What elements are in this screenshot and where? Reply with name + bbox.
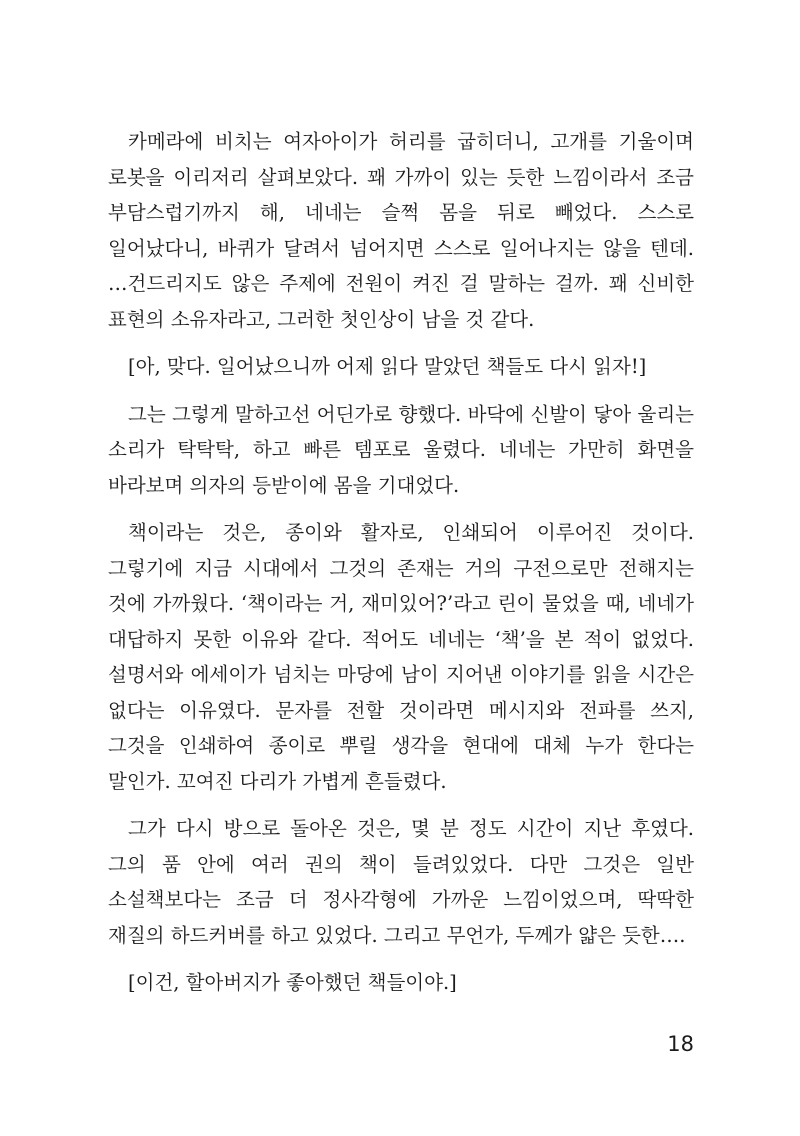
dialogue-line-1: [아, 맞다. 일어났으니까 어제 읽다 말았던 책들도 다시 읽자!]: [128, 355, 647, 378]
paragraph-1: 카메라에 비치는 여자아이가 허리를 굽히더니, 고개를 기울이며 로봇을 이리저리 살펴보았다. 꽤 가까이 있는 듯한 느낌이라서 조금 부담스럽기까지 해, 네네는 슬쩍 몸을 뒤로 빼었다. 스스로 일어났다니, 바퀴가 달려서 넘어지면 스스로 일어나지는 않을 텐데. …건드리지도 않은 주제에 전원이 켜진 걸 말하는 걸까. 꽤 신비한 표현의 소유자라고, 그러한 첫인상이 남을 것 같다.: [108, 130, 694, 331]
body-text: [108, 124, 694, 1013]
page-number: 18: [667, 1032, 694, 1056]
dialogue-line-2: [이건, 할아버지가 좋아했던 책들이야.]: [128, 971, 457, 994]
paragraph-3: 책이라는 것은, 종이와 활자로, 인쇄되어 이루어진 것이다. 그렇기에 지금 시대에서 그것의 존재는 거의 구전으로만 전해지는 것에 가까웠다. ‘책이라는 거, 재미있어?’라고 린이 물었을 때, 네네가 대답하지 못한 이유와 같다. 적어도 네네는 ‘책’을 본 적이 없었다. 설명서와 에세이가 넘치는 마당에 남이 지어낸 이야기를 읽을 시간은 없다는 이유였다. 문자를 전할 것이라면 메시지와 전파를 쓰지, 그것을 인쇄하여 종이로 뿌릴 생각을 현대에 대체 누가 한다는 말인가. 꼬여진 다리가 가볍게 흔들렸다.: [108, 521, 694, 793]
paragraph-2: 그는 그렇게 말하고선 어딘가로 향했다. 바닥에 신발이 닿아 울리는 소리가 탁탁탁, 하고 빠른 템포로 울렸다. 네네는 가만히 화면을 바라보며 의자의 등받이에 몸을 기대었다.: [108, 402, 694, 497]
paragraph-4: 그가 다시 방으로 돌아온 것은, 몇 분 정도 시간이 지난 후였다. 그의 품 안에 여러 권의 책이 들려있었다. 다만 그것은 일반 소설책보다는 조금 더 정사각형에 가까운 느낌이었으며, 딱딱한 재질의 하드커버를 하고 있었다. 그리고 무언가, 두께가 얇은 듯한….: [108, 817, 694, 947]
